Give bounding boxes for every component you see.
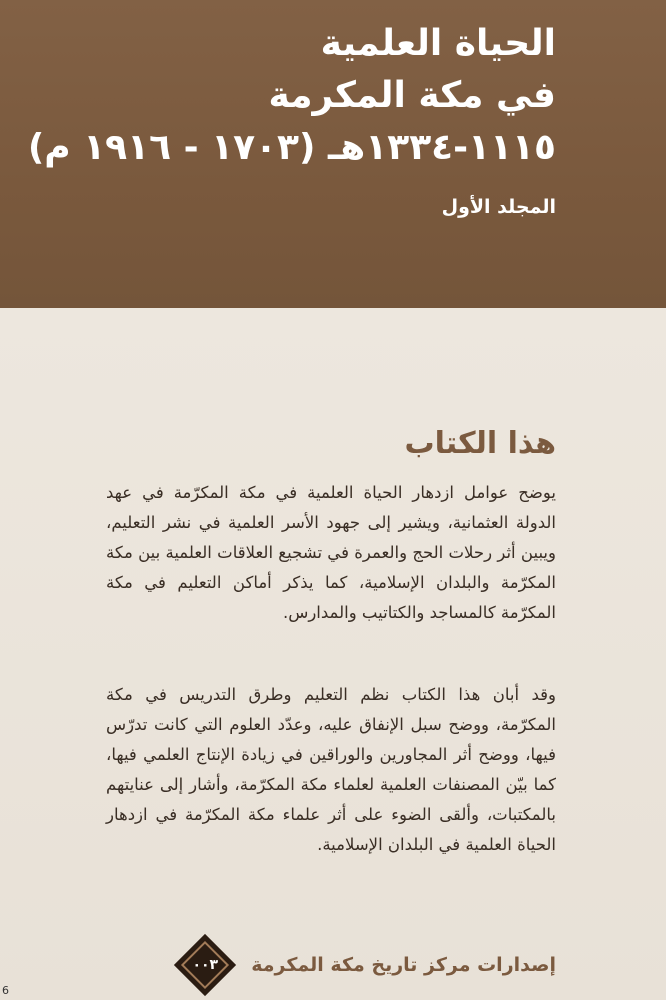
title-line-1: الحياة العلمية [320,23,556,64]
about-heading: هذا الكتاب [404,426,556,461]
book-title [27,18,556,174]
cover-header-band [0,0,666,308]
back-cover-body [0,308,666,1000]
title-date-range: ١١١٥-١٣٣٤هـ (١٧٠٣ - ١٩١٦ م) [27,127,556,168]
series-number-badge [173,933,237,997]
about-paragraph-1: يوضح عوامل ازدهار الحياة العلمية في مكة المكرّمة في عهد الدولة العثمانية، ويشير إلى جهود الأسر العلمية في نشر التعليم، ويبين أثر رحلات الحج والعمرة في تشجيع العلاقات العلمية بين مكة المكرّمة والبلدان الإسلامية، كما يذكر أماكن التعليم في مكة المكرّمة كالمساجد والكتاتيب والمدارس. [106,483,556,622]
publisher-footer [173,933,556,997]
title-line-2: في مكة المكرمة [268,75,556,116]
series-label: إصدارات مركز تاريخ مكة المكرمة [251,954,556,976]
volume-label: المجلد الأول [441,196,556,218]
about-paragraph-2: وقد أبان هذا الكتاب نظم التعليم وطرق التدريس في مكة المكرّمة، ووضح سبل الإنفاق عليه، وعدّد العلوم التي كانت تدرّس فيها، ووضح أثر المجاورين والوراقين في زيادة الإنتاج العلمي فيها، كما بيّن المصنفات العلمية لعلماء مكة المكرّمة، وأشار إلى عنايتهم بالمكتبات، وألقى الضوء على أثر علماء مكة المكرّمة في ازدهار الحياة العلمية في البلدان الإسلامية. [106,685,556,854]
series-number: ٠٠٣ [192,957,219,973]
page-marker: 6 [2,984,9,997]
